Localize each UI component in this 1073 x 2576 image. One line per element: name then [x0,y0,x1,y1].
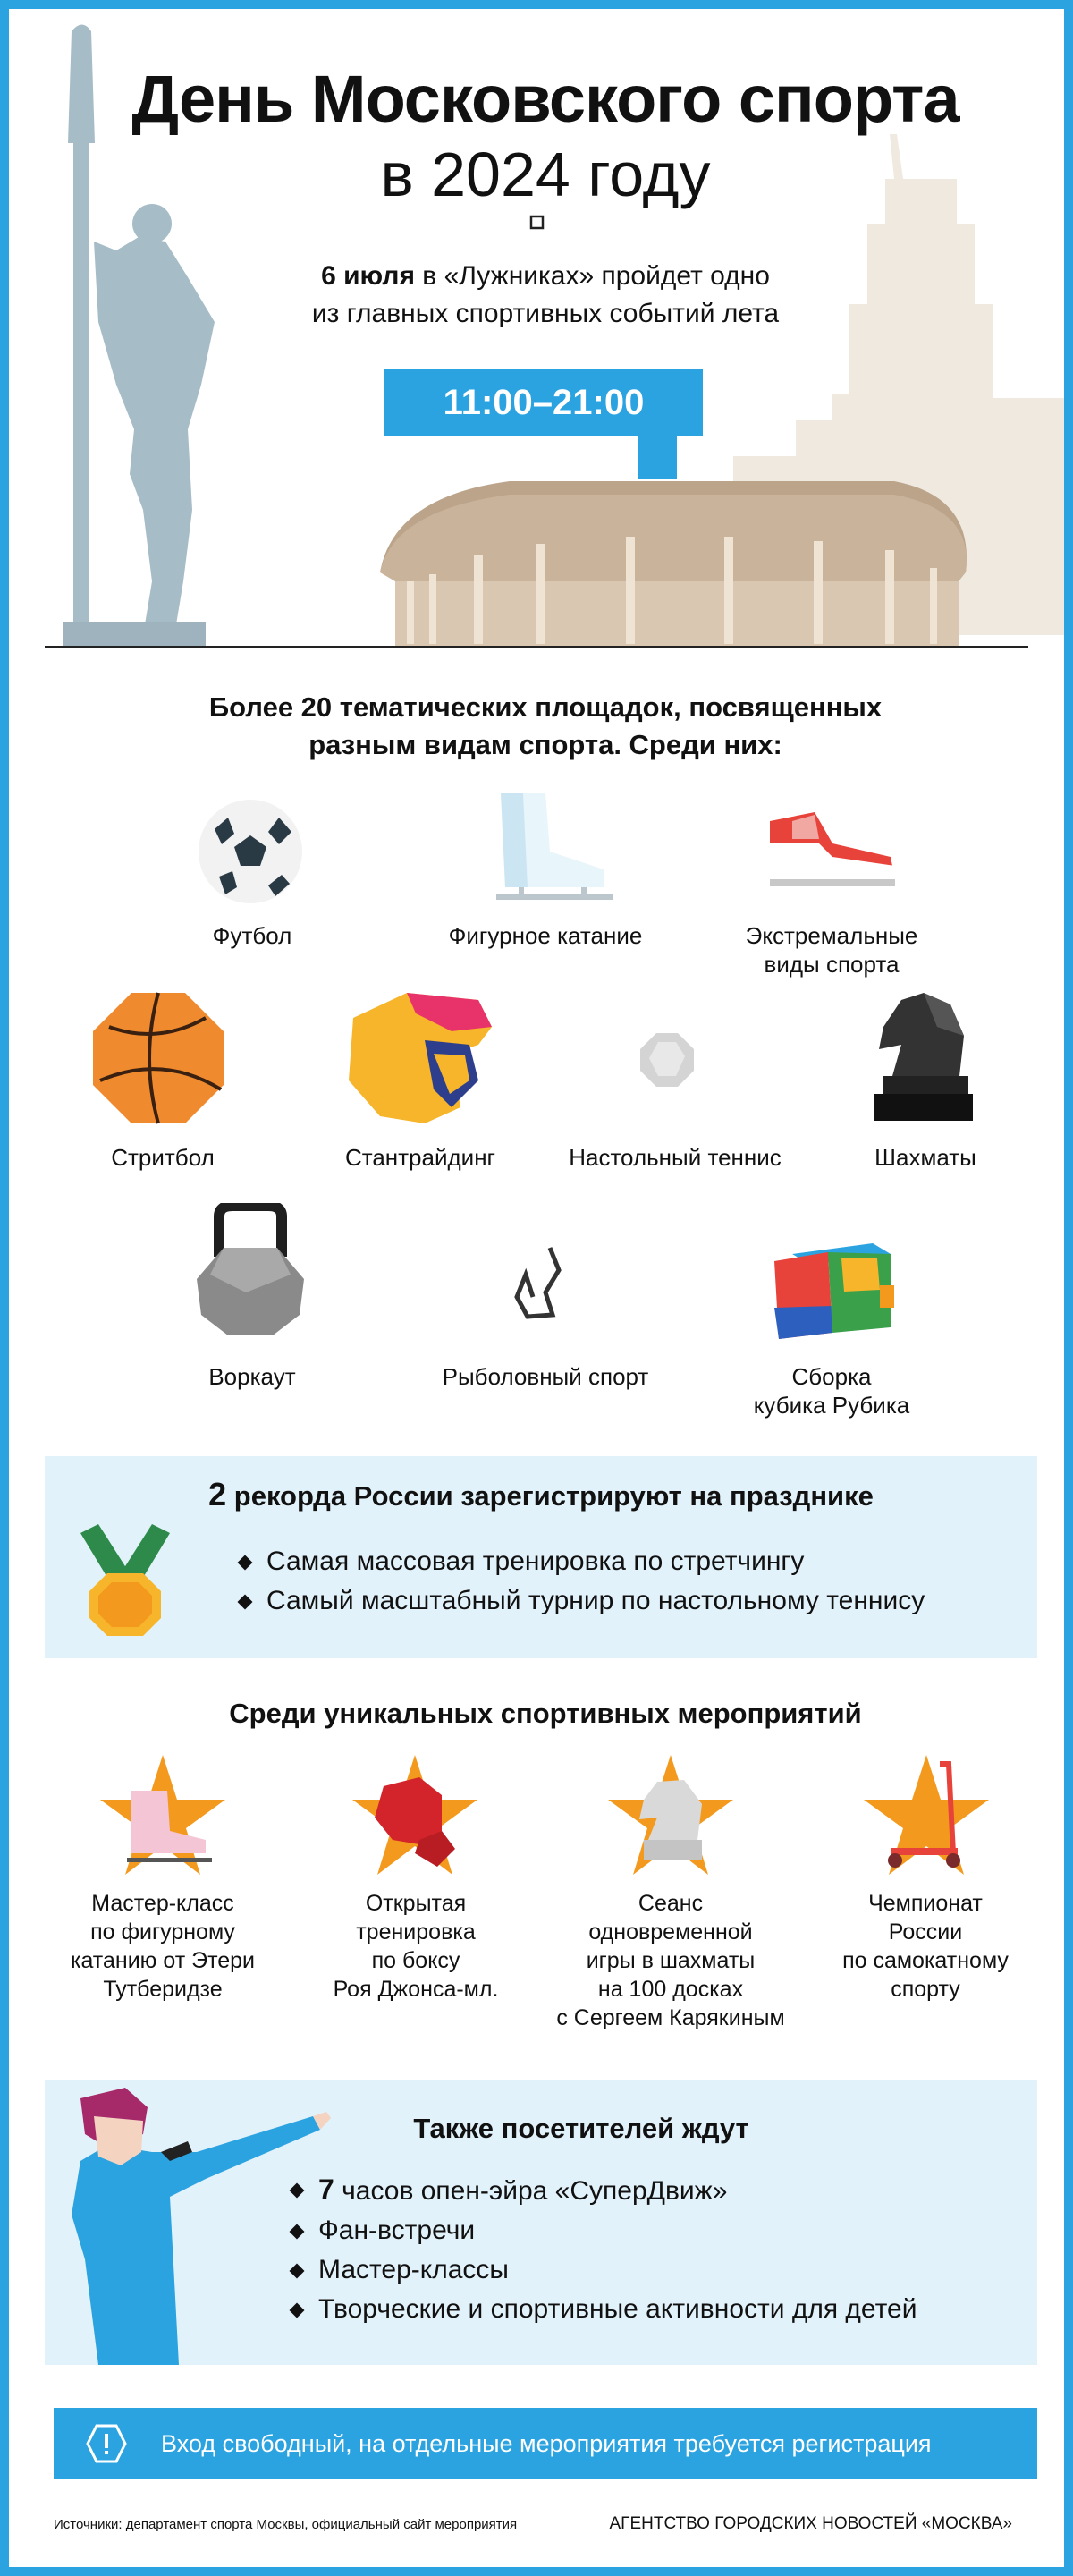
also-item-text: часов опен-эйра «СуперДвиж» [334,2176,728,2206]
star-skate-icon [100,1755,225,1875]
unique-text: игры в шахматы [586,1948,756,1973]
record-item: Самая массовая тренировка по стретчингу [236,1542,925,1581]
venue-text: виды спорта [764,951,900,978]
venue-label-stuntriding [313,1143,528,1172]
unique-text: по самокатному [842,1948,1009,1973]
medal-icon [76,1524,174,1640]
ground-line [45,646,1028,648]
record-item: Самый масштабный турнир по настольному теннису [236,1581,925,1621]
venue-text: Сборка [791,1363,872,1390]
venue-text: Шахматы [874,1144,976,1171]
unique-text: Сеанс [638,1891,704,1916]
title-line2: в 2024 году [380,140,711,209]
sky-block-blue [638,434,677,479]
soccer-ball-icon [197,798,304,905]
agency-credit: АГЕНТСТВО ГОРОДСКИХ НОВОСТЕЙ «МОСКВА» [609,2514,1012,2533]
free-entry-banner [54,2408,1037,2479]
unique-text: по фигурному [90,1919,235,1945]
unique-heading: Среди уникальных спортивных мероприятий [229,1698,862,1729]
rubik-cube-icon [774,1236,900,1339]
person-pointing-icon [36,2080,340,2365]
also-item [288,2170,917,2211]
ice-skate-icon [483,789,617,910]
star-chess-icon [608,1755,733,1875]
kettlebell-icon [192,1203,308,1337]
unique-text: Мастер-класс [91,1891,234,1916]
ping-pong-ball-icon [638,1031,696,1089]
venue-label-fishing [411,1362,680,1391]
venue-text: Фигурное катание [448,922,643,949]
records-count: 2 [208,1476,227,1513]
venue-label-chess [832,1143,1019,1172]
stadium-icon [380,481,967,646]
unique-label-skating [46,1889,279,2004]
venue-text: Рыболовный спорт [442,1363,649,1390]
records-heading-text: рекорда России зарегистрируют на празднике [226,1480,874,1512]
venue-text: Настольный теннис [569,1144,782,1171]
venue-label-extreme [706,921,957,979]
venue-label-streetball [73,1143,252,1172]
also-item: Мастер-классы [288,2250,917,2290]
unique-text: Роя Джонса-мл. [333,1977,499,2002]
small-square-icon [531,216,543,228]
also-hours: 7 [318,2174,334,2206]
star-boxing-glove-icon [352,1755,477,1875]
unique-text: по боксу [371,1948,460,1973]
sneaker-icon [765,808,900,890]
also-list [288,2170,917,2329]
unique-text: Тутберидзе [103,1977,223,2002]
subtitle [188,258,903,333]
venue-text: Экстремальные [745,922,918,949]
also-heading: Также посетителей ждут [413,2113,749,2144]
records-heading [45,1476,1037,1513]
venue-text: кубика Рубика [753,1392,910,1419]
venues-heading-line2: разным видам спорта. Среди них: [308,729,782,760]
unique-text: спорту [891,1977,960,2002]
venue-label-workout [163,1362,342,1391]
unique-label-scooter [818,1889,1033,2004]
records-panel [45,1456,1037,1658]
unique-text: тренировка [356,1919,476,1945]
unique-text: Открытая [365,1891,467,1916]
warning-icon [86,2424,127,2463]
event-time-badge: 11:00–21:00 [384,369,703,436]
unique-text: с Сергеем Карякиным [556,2005,785,2030]
venue-text: Воркаут [208,1363,296,1390]
venue-text: Стантрайдинг [344,1144,496,1171]
venue-label-table-tennis [545,1143,805,1172]
records-list [236,1542,925,1621]
star-scooter-icon [864,1755,989,1875]
title-line1: День Московского спорта [131,62,959,136]
venue-label-football [163,921,342,950]
unique-text: России [888,1919,963,1945]
unique-text: катанию от Этери [70,1948,256,1973]
subtitle-text-2: из главных спортивных событий лета [311,299,780,328]
unique-text: одновременной [588,1919,753,1945]
unique-label-boxing [304,1889,528,2004]
helmet-icon [344,991,496,1125]
fish-hook-icon [510,1243,572,1324]
chess-knight-icon [874,991,973,1125]
venues-heading-line1: Более 20 тематических площадок, посвященных [208,691,883,723]
event-date: 6 июля [321,261,415,291]
unique-text: на 100 досках [597,1977,744,2002]
sources-note: Источники: департамент спорта Москвы, официальный сайт мероприятия [54,2517,518,2532]
venues-heading [9,689,1073,764]
also-item: Фан-встречи [288,2211,917,2250]
basketball-icon [91,991,225,1125]
venue-text: Стритбол [111,1144,215,1171]
unique-text: Чемпионат [868,1891,983,1916]
unique-label-chess [536,1889,805,2032]
subtitle-text-1: в «Лужниках» пройдет одно [414,261,770,291]
venue-text: Футбол [212,922,292,949]
venue-label-rubik [706,1362,957,1419]
banner-text: Вход свободный, на отдельные мероприятия требуется регистрация [161,2430,932,2457]
venue-label-figure-skating [411,921,680,950]
also-item: Творческие и спортивные активности для детей [288,2290,917,2329]
